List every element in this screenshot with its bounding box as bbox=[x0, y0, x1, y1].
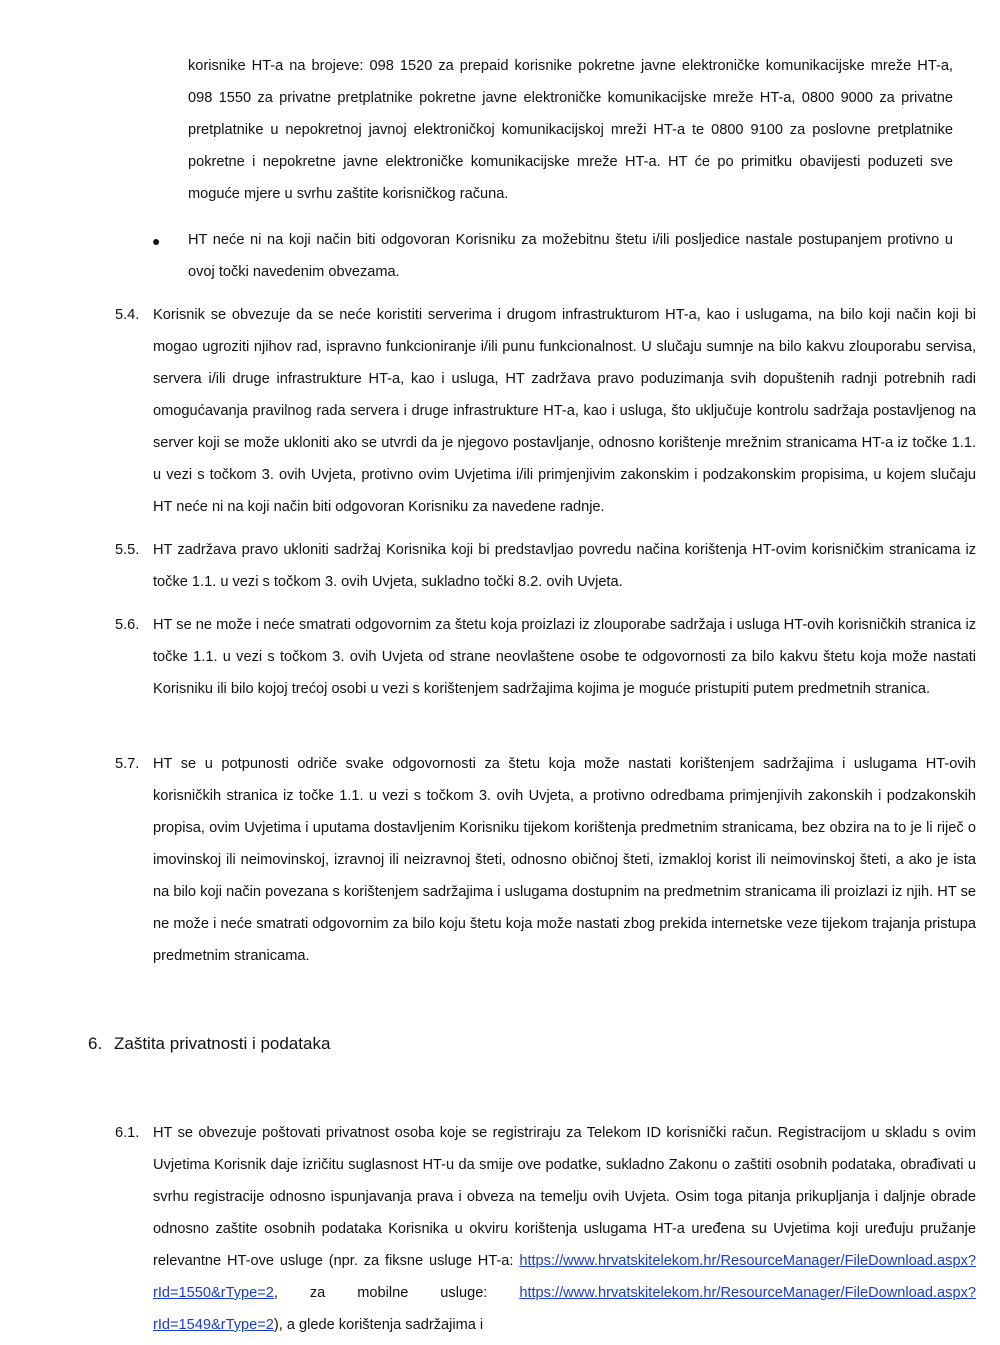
section-5-5 bbox=[153, 534, 976, 598]
section-5-6-text: HT se ne može i neće smatrati odgovornim za štetu koja proizlazi iz zlouporabe sadržaja i usluga HT-ovih korisničkih stranica iz točke 1.1. u vezi s točkom 3. ovih Uvjeta od strane neovlaštene osobe te odgovornosti za bilo kakvu štetu koja može nastati Korisniku ili bilo kojoj trećoj osobi u vezi s korištenjem sadržajima kojima je moguće pristupiti putem predmetnih stranica. bbox=[153, 617, 976, 697]
section-number-5-7: 5.7. bbox=[115, 756, 140, 772]
section-5-4-text: Korisnik se obvezuje da se neće koristiti serverima i drugom infrastrukturom HT-a, kao i uslugama, na bilo koji način koji bi mogao ugroziti njihov rad, ispravno funkcioniranje i/ili punu funkcionalnost. U slučaju sumnje na bilo kakvu zlouporabu servisa, servera i/ili druge infrastrukture HT-a, kao i usluga, HT zadržava pravo poduzimanja svih dopuštenih radnji potrebnih radi omogućavanja pravilnog rada servera i druge infrastrukture HT-a, kao i usluga, što uključuje kontrolu sadržaja postavljenog na server koji se može ukloniti ako se utvrdi da je njegovo postavljanje, odnosno korištenje mrežnim stranicama HT-a iz točke 1.1. u vezi s točkom 3. ovih Uvjeta, protivno ovim Uvjetima i/ili primjenjivim zakonskim i podzakonskim propisima, u kojem slučaju HT neće ni na koji način biti odgovoran Korisniku za navedene radnje. bbox=[153, 307, 976, 515]
section-5-7 bbox=[153, 748, 976, 972]
section-heading-6 bbox=[88, 1030, 330, 1058]
section-5-6 bbox=[153, 609, 976, 705]
section-number-5-4: 5.4. bbox=[115, 307, 140, 323]
section-5-7-text: HT se u potpunosti odriče svake odgovornosti za štetu koja može nastati korištenjem sadržajima i uslugama HT-ovih korisničkih stranica iz točke 1.1. u vezi s točkom 3. ovih Uvjeta, a protivno odredbama primjenjivih zakonskih i podzakonskih propisa, ovim Uvjetima i uputama dostavljenim Korisniku tijekom korištenja predmetnim stranicama, bez obzira na to je li riječ o imovinskoj ili neimovinskoj, izravnoj ili neizravnoj šteti, odnosno običnoj šteti, izmakloj korist ili neimovinskoj šteti, a ako je ista na bilo koji način povezana s korištenjem sadržajima i uslugama dostupnim na predmetnim stranicama ili proizlazi iz njih. HT se ne može i neće smatrati odgovornim za bilo koju štetu koja može nastati zbog prekida internetske veze tijekom trajanja pristupa predmetnim stranicama. bbox=[153, 756, 976, 964]
section-5-4 bbox=[153, 299, 976, 523]
mobile-services-terms-link[interactable]: https://www.hrvatskitelekom.hr/ResourceManager/FileDownload.aspx?rId=1549&rType=2 bbox=[153, 1285, 976, 1333]
section-5-5-text: HT zadržava pravo ukloniti sadržaj Korisnika koji bi predstavljao povredu načina korištenja HT-ovim korisničkim stranicama iz točke 1.1. u vezi s točkom 3. ovih Uvjeta, sukladno točki 8.2. ovih Uvjeta. bbox=[153, 542, 976, 590]
heading-number: 6. bbox=[88, 1034, 103, 1053]
section-6-1-text-1: HT se obvezuje poštovati privatnost osoba koje se registriraju za Telekom ID korisnički račun. Registracijom u skladu s ovim Uvjetima Korisnik daje izričitu suglasnost HT-u da smije ove podatke, sukladno Zakonu o zaštiti osobnih podataka, obrađivati u svrhu registracije odnosno ispunjavanja prava i obveza na temelju ovih Uvjeta. Osim toga pitanja prikupljanja i daljnje obrade odnosno zaštite osobnih podataka Korisnika u okviru korištenja uslugama HT-a uređena su Uvjetima koji uređuju pružanje relevantne HT-ove usluge (npr. za fiksne usluge HT-a: bbox=[153, 1125, 976, 1269]
bullet-icon: ● bbox=[152, 233, 161, 249]
heading-title: Zaštita privatnosti i podataka bbox=[114, 1034, 331, 1053]
section-6-1-text-2: , za mobilne usluge: bbox=[273, 1285, 488, 1301]
bullet-paragraph bbox=[188, 224, 953, 288]
section-6-1-text-3: ), a glede korištenja sadržajima i bbox=[273, 1317, 484, 1333]
fixed-services-terms-link[interactable]: https://www.hrvatskitelekom.hr/ResourceManager/FileDownload.aspx?rId=1550&rType=2 bbox=[153, 1253, 976, 1301]
section-6-1 bbox=[153, 1117, 976, 1341]
continuation-text: korisnike HT-a na brojeve: 098 1520 za prepaid korisnike pokretne javne elektroničke komunikacijske mreže HT-a, 098 1550 za privatne pretplatnike pokretne javne elektroničke komunikacijske mreže HT-a, 0800 9000 za privatne pretplatnike u nepokretnoj javnoj elektroničkoj komunikacijskoj mreži HT-a te 0800 9100 za poslovne pretplatnike pokretne i nepokretne javne elektroničke komunikacijske mreže HT-a. HT će po primitku obavijesti poduzeti sve moguće mjere u svrhu zaštite korisničkog računa. bbox=[188, 58, 953, 202]
section-number-6-1: 6.1. bbox=[115, 1125, 140, 1141]
section-number-5-6: 5.6. bbox=[115, 617, 140, 633]
bullet-text: HT neće ni na koji način biti odgovoran Korisniku za možebitnu štetu i/ili posljedice nastale postupanjem protivno u ovoj točki navedenim obvezama. bbox=[188, 232, 953, 280]
section-number-5-5: 5.5. bbox=[115, 542, 140, 558]
continuation-paragraph bbox=[188, 50, 953, 210]
section-6-1-text bbox=[153, 1117, 976, 1341]
